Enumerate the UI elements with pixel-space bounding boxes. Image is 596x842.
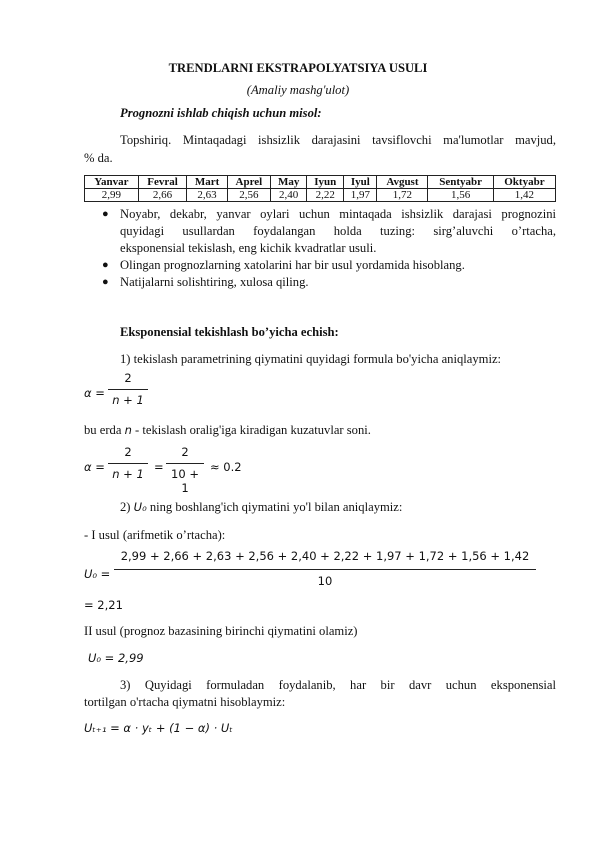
table-cell: 1,72 [377,189,428,202]
formula1-numerator: 2 [124,371,132,385]
table-header-cell: Iyun [307,176,344,189]
step2-post: ning boshlang'ich qiymatini yo'l bilan aniqlaymiz: [149,500,403,514]
step2-variable: U₀ [133,500,147,514]
table-cell: 2,22 [307,189,344,202]
formula3-result: = 2,21 [84,598,123,612]
formula3-denominator: 10 [317,574,333,588]
page-subtitle: (Amaliy mashg'ulot) [246,83,350,97]
step1-text: 1) tekislash parametrining qiymatini quyidagi formula bo'yicha aniqlaymiz: [120,352,502,366]
bullet-icon: ● [102,208,109,220]
fraction-bar [166,463,204,464]
formula5: Uₜ₊₁ = α · yₜ + (1 − α) · Uₜ [84,721,233,735]
formula2-equals: = [154,460,164,474]
bullet-item-1-line1: Noyabr, dekabr, yanvar oylari uchun mintaqada ishsizlik darajasi prognozini [120,207,556,221]
page-title: TRENDLARNI EKSTRAPOLYATSIYA USULI [168,61,428,75]
table-cell: 2,56 [227,189,270,202]
table-cell: 1,42 [493,189,555,202]
table-row [85,189,556,202]
formula2-approx: ≈ 0.2 [210,460,242,474]
method2-label: II usul (prognoz bazasining birinchi qiymatini olamiz) [84,624,358,638]
section-heading: Eksponensial tekishlash bo’yicha echish: [120,325,339,339]
table-cell: 2,66 [138,189,187,202]
formula2-lhs: α = [84,460,105,474]
table-cell: 2,99 [85,189,139,202]
formula2-numerator1: 2 [124,445,132,459]
step3-text-line1: 3) Quyidagi formuladan foydalanib, har bir davr uchun eksponensial [120,678,556,692]
fraction-bar [108,389,148,390]
formula2-denominator1: n + 1 [112,467,144,481]
where-variable: n [124,423,132,437]
bullet-item-1-line3: eksponensial tekislash, eng kichik kvadratlar usuli. [120,241,377,255]
where-text [84,422,371,438]
bullet-item-2: Olingan prognozlarning xatolarini har bir usul yordamida hisoblang. [120,258,465,272]
table-cell: 2,40 [271,189,307,202]
table-header-cell: Avgust [377,176,428,189]
fraction-bar [114,569,536,570]
formula3-numerator: 2,99 + 2,66 + 2,63 + 2,56 + 2,40 + 2,22 + 1,97 + 1,72 + 1,56 + 1,42 [120,549,530,563]
formula4: U₀ = 2,99 [88,651,144,665]
task-text-line2: % da. [84,151,113,165]
table-cell: 1,97 [344,189,377,202]
formula2-numerator2: 2 [181,445,189,459]
where-post: - tekislash oralig'iga kiradigan kuzatuvlar soni. [135,423,371,437]
table-header-row [85,176,556,189]
table-header-cell: Iyul [344,176,377,189]
formula2-denominator2: 10 + 1 [171,467,199,495]
table-header-cell: Yanvar [85,176,139,189]
bullet-item-3: Natijalarni solishtiring, xulosa qiling. [120,275,309,289]
where-pre: bu erda [84,423,122,437]
fraction-bar [108,463,148,464]
bullet-item-1-line2: quyidagi usullardan foydalangan holda tuzing: sirg’aluvchi o’rtacha, [120,224,556,238]
step2-pre: 2) [120,500,131,514]
method1-label: - I usul (arifmetik o’rtacha): [84,528,226,542]
table-cell: 2,63 [187,189,227,202]
table-header-cell: Fevral [138,176,187,189]
example-heading: Prognozni ishlab chiqish uchun misol: [120,106,322,120]
bullet-icon: ● [102,259,109,271]
step3-text-line2: tortilgan o'rtacha qiymatni hisoblaymiz: [84,695,286,709]
table-header-cell: Aprel [227,176,270,189]
bullet-icon: ● [102,276,109,288]
table-header-cell: Oktyabr [493,176,555,189]
formula3-lhs: U₀ = [84,567,111,581]
formula1-lhs: α = [84,386,105,400]
task-text-line1: Topshiriq. Mintaqadagi ishsizlik darajasini tavsiflovchi ma'lumotlar mavjud, [120,133,556,147]
table-header-cell: Mart [187,176,227,189]
step2-text [120,499,402,515]
table-header-cell: May [271,176,307,189]
table-header-cell: Sentyabr [428,176,493,189]
formula1-denominator: n + 1 [112,393,144,407]
table-cell: 1,56 [428,189,493,202]
unemployment-table [84,175,556,202]
